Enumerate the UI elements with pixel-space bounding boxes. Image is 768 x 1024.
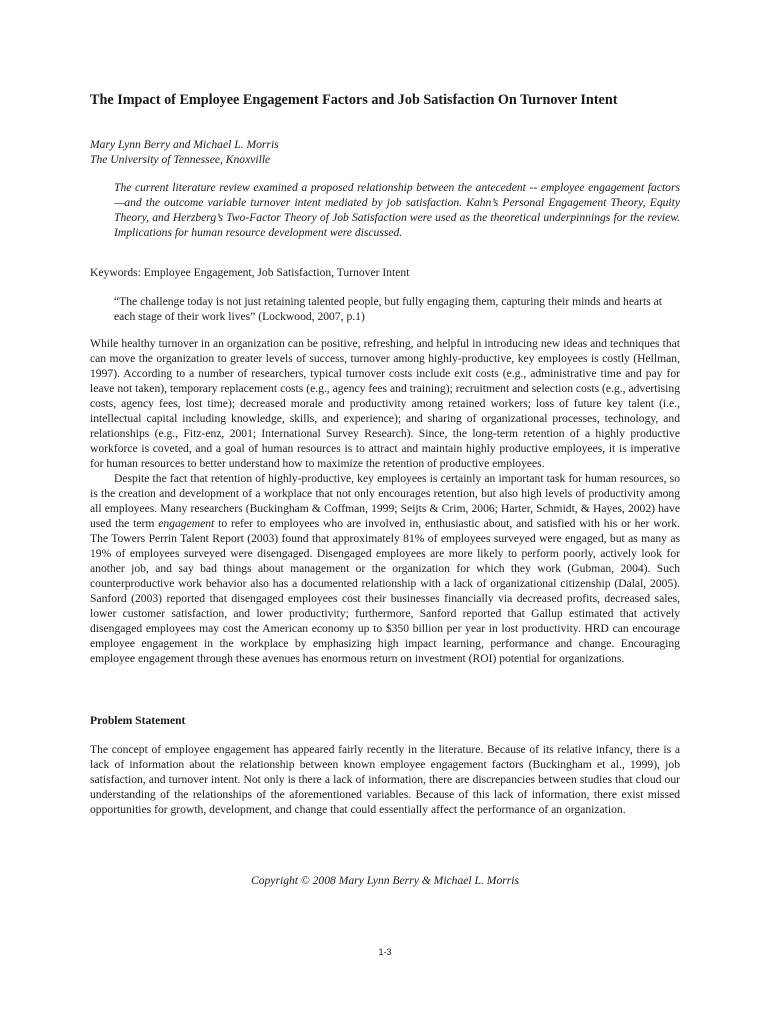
paragraph-2 <box>90 471 680 666</box>
abstract: The current literature review examined a proposed relationship between the antecedent -- employee engagement factors—and the outcome variable turnover intent mediated by job satisfaction. Kahn’s Personal Engagement Theory, Equity Theory, and Herzberg’s Two-Factor Theory of Job Satisfaction were used as the theoretical underpinnings for the review. Implications for human resource development were discussed. <box>114 181 680 239</box>
paragraph-1: While healthy turnover in an organization can be positive, refreshing, and helpful in introducing new ideas and techniques that can move the organization to greater levels of success, turnover among highly-productive, key employees is costly (Hellman, 1997). According to a number of researchers, typical turnover costs include exit costs (e.g., administrative time and pay for leave not taken), temporary replacement costs (e.g., agency fees and training); recruitment and selection costs (e.g., advertising costs, agency fees, lost time); decreased morale and productivity among retained workers; loss of future key talent (i.e., intellectual capital including knowledge, skills, and experience); and sharing of organizational processes, technology, and relationships (e.g., Fitz-enz, 2001; International Survey Research). Since, the long-term retention of a highly productive workforce is coveted, and a goal of human resources is to attract and maintain highly productive employees, it is imperative for human resources to better understand how to maximize the retention of productive employees. <box>90 337 680 470</box>
problem-statement-body <box>90 742 680 817</box>
copyright-notice: Copyright © 2008 Mary Lynn Berry & Michael L. Morris <box>250 874 519 887</box>
author-names: Mary Lynn Berry and Michael L. Morris <box>90 138 279 151</box>
introduction-body <box>90 336 680 666</box>
problem-statement-heading: Problem Statement <box>90 714 186 727</box>
epigraph-quote: “The challenge today is not just retaining talented people, but fully engaging them, capturing their minds and hearts at each stage of their work lives” (Lockwood, 2007, p.1) <box>114 295 662 323</box>
paragraph-2-part-1: Despite the fact that retention of highly-productive, key employees is certainly an important task for human resources, so is the creation and development of a workplace that not only encourages retention, but also high levels of productivity among all employees. Many researchers (Buckingham & Coffman, 1999; Seijts & Crim, 2006; Harter, Schmidt, & Hayes, 2002) have used the term <box>90 472 680 530</box>
page-number: 1-3 <box>378 947 392 957</box>
keywords: Keywords: Employee Engagement, Job Satisfaction, Turnover Intent <box>90 266 410 279</box>
engagement-term: engagement <box>158 517 215 530</box>
problem-paragraph: The concept of employee engagement has appeared fairly recently in the literature. Because of its relative infancy, there is a lack of information about the relationship between known employee engagement factors (Buckingham et al., 1999), job satisfaction, and turnover intent. Not only is there a lack of information, there are discrepancies between studies that cloud our understanding of the relationships of the aforementioned variables. Because of this lack of information, there exist missed opportunities for growth, development, and change that could essentially affect the performance of an organization. <box>90 743 680 816</box>
author-affiliation: The University of Tennessee, Knoxville <box>90 153 271 166</box>
paragraph-2-part-2: to refer to employees who are involved in, enthusiastic about, and satisfied with his or her work. The Towers Perrin Talent Report (2003) found that approximately 81% of employees surveyed were engaged, but as many as 19% of employees surveyed were disengaged. Disengaged employees are more likely to perform poorly, actively look for another job, and say bad things about management or the organization for which they work (Gubman, 2004). Such counterproductive work behavior also has a documented relationship with a lack of organizational citizenship (Dalal, 2005). Sanford (2003) reported that disengaged employees cost their businesses financially via decreased profits, decreased sales, lower customer satisfaction, and lower productivity; furthermore, Sanford reported that Gallup estimated that actively disengaged employees may cost the American economy up to $350 billion per year in lost productivity. HRD can encourage employee engagement in the workplace by emphasizing high impact learning, performance and change. Encouraging employee engagement through these avenues has enormous return on investment (ROI) potential for organizations. <box>90 517 681 665</box>
paper-title: The Impact of Employee Engagement Factors and Job Satisfaction On Turnover Intent <box>90 92 618 108</box>
author-block <box>90 137 279 167</box>
